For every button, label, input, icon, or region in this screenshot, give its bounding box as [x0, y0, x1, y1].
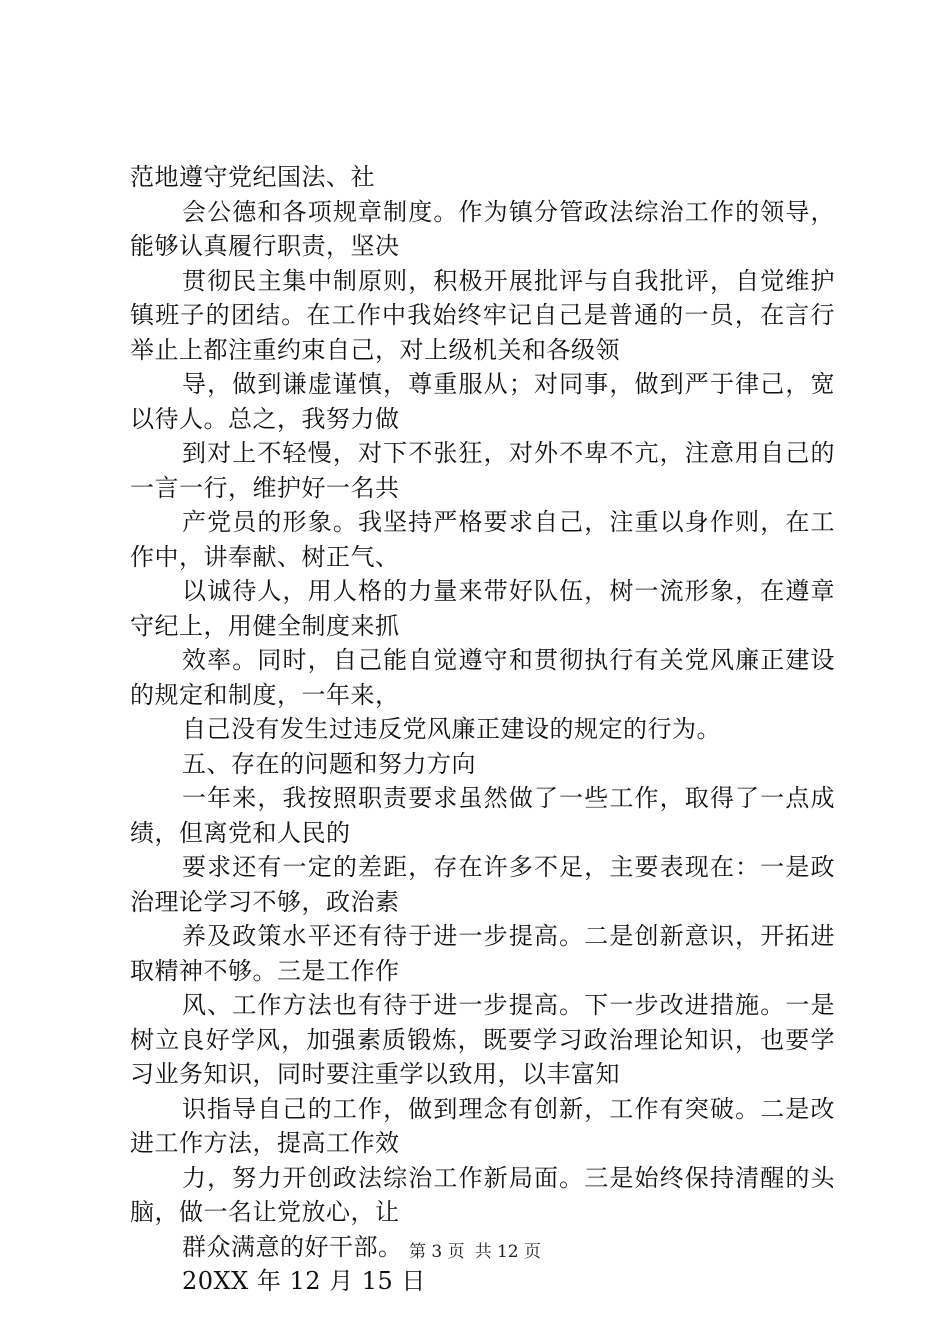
paragraph: 贯彻民主集中制原则，积极开展批评与自我批评，自觉维护镇班子的团结。在工作中我始终牢记自己是普通的一员，在言行举止上都注重约束自己，对上级机关和各级领	[130, 266, 835, 364]
paragraph: 养及政策水平还有待于进一步提高。二是创新意识，开拓进取精神不够。三是工作作	[130, 922, 835, 985]
section-heading: 五、存在的问题和努力方向	[182, 749, 476, 778]
paragraph: 识指导自己的工作，做到理念有创新，工作有突破。二是改进工作方法，提高工作效	[130, 1094, 835, 1157]
paragraph: 自己没有发生过违反党风廉正建设的规定的行为。	[182, 715, 721, 743]
paragraph: 会公德和各项规章制度。作为镇分管政法综治工作的领导，能够认真履行职责，坚决	[130, 197, 835, 260]
page-number: 第 3 页	[408, 1242, 465, 1262]
paragraph: 范地遵守党纪国法、社	[130, 163, 375, 191]
paragraph: 一年来，我按照职责要求虽然做了一些工作，取得了一点成绩，但离党和人民的	[130, 784, 835, 847]
paragraph: 群众满意的好干部。	[182, 1232, 403, 1261]
document-body	[130, 160, 835, 1299]
paragraph: 力，努力开创政法综治工作新局面。三是始终保持清醒的头脑，做一名让党放心，让	[130, 1163, 835, 1226]
page-footer	[0, 1241, 950, 1263]
paragraph: 风、工作方法也有待于进一步提高。下一步改进措施。一是树立良好学风，加强素质锻炼，既要学习政治理论知识，也要学习业务知识，同时要注重学以致用，以丰富知	[130, 991, 835, 1088]
paragraph: 要求还有一定的差距，存在许多不足，主要表现在：一是政治理论学习不够，政治素	[130, 853, 835, 916]
paragraph: 到对上不轻慢，对下不张狂，对外不卑不亢，注意用自己的一言一行，维护好一名共	[130, 439, 835, 502]
paragraph: 导，做到谦虚谨慎，尊重服从；对同事，做到严于律己，宽以待人。总之，我努力做	[130, 370, 835, 433]
paragraph: 以诚待人，用人格的力量来带好队伍，树一流形象，在遵章守纪上，用健全制度来抓	[130, 577, 835, 640]
paragraph: 效率。同时，自己能自觉遵守和贯彻执行有关党风廉正建设的规定和制度，一年来，	[130, 646, 835, 709]
date-line: 20XX 年 12 月 15 日	[182, 1267, 426, 1295]
page-total: 共 12 页	[474, 1242, 542, 1262]
paragraph: 产党员的形象。我坚持严格要求自己，注重以身作则，在工作中，讲奉献、树正气、	[130, 508, 835, 571]
